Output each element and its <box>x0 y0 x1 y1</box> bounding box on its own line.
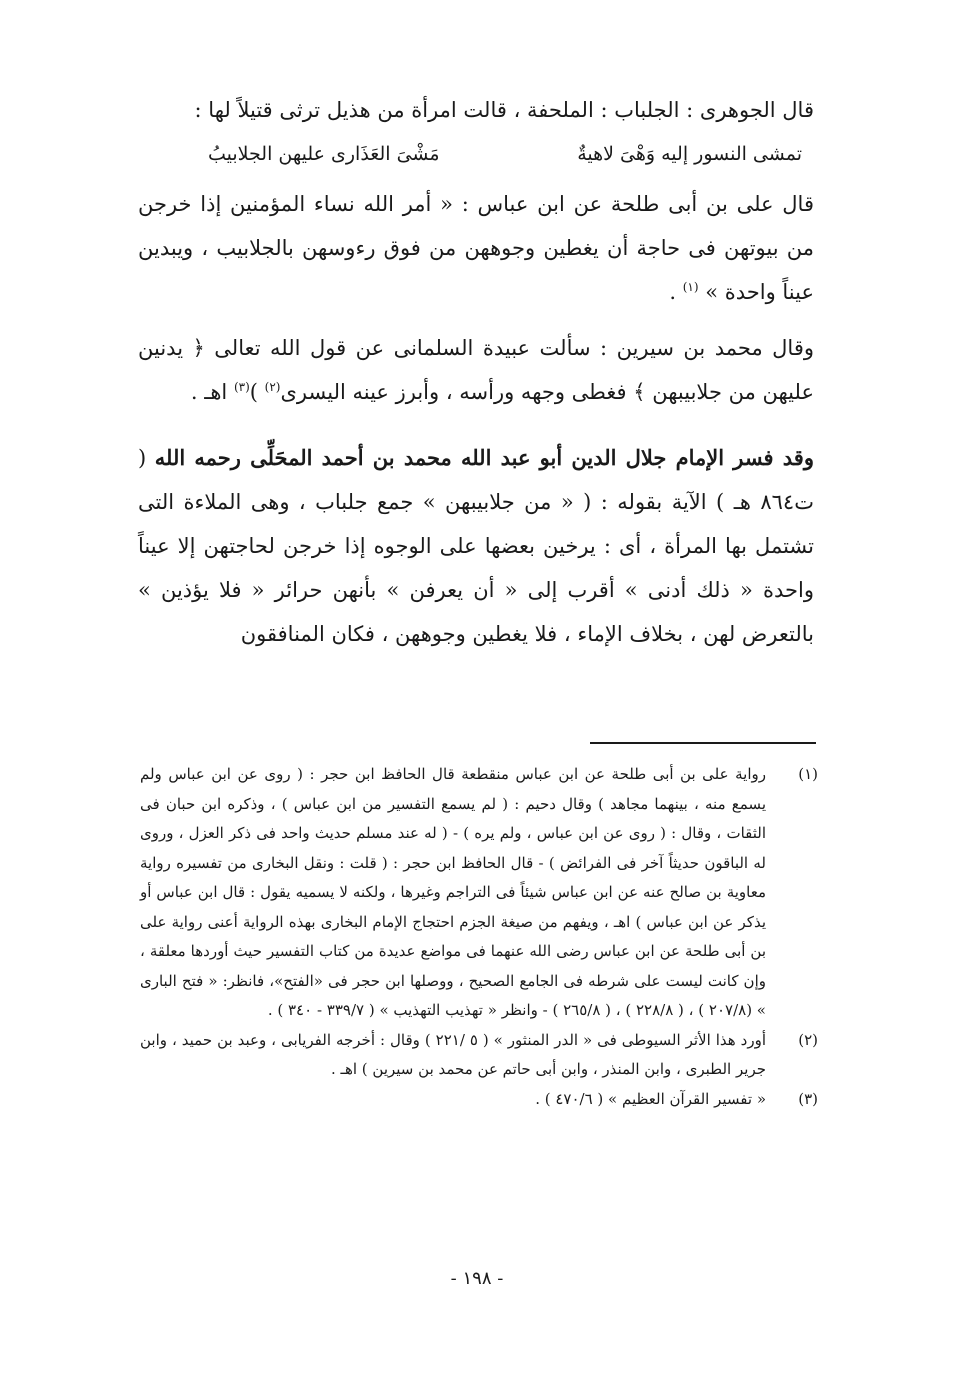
verse-hemistich-second: مَشْىَ العَذَارى عليهن الجلابيبُ <box>208 143 440 165</box>
verse-hemistich-first: تمشى النسور إليه وَهْىَ لاهيةٌ <box>577 143 802 165</box>
paragraph-ibn-abbas <box>138 182 814 314</box>
paragraph-ibn-abbas-text: قال على بن أبى طلحة عن ابن عباس : « أمر الله نساء المؤمنين إذا خرجن من بيوتهن فى حاجة أن يغطين وجوههن من فوق رءوسهن بالجلابيب ، ويبدين عيناً واحدة » <box>138 192 814 304</box>
paragraph-ibn-sirin-mid: ) <box>249 380 265 404</box>
main-text <box>138 88 814 656</box>
page-number: - ١٩٨ - <box>450 1268 504 1289</box>
footnote-text: رواية على بن أبى طلحة عن ابن عباس منقطعة قال الحافظ ابن حجر : ( روى عن ابن عباس ولم يسمع منه ، بينهما مجاهد ) وقال دحيم : ( لم يسمع التفسير من ابن عباس ) ، وذكره ابن حبان فى الثقات ، وقال : ( روى عن ابن عباس ، ولم يره ) - ( له عند مسلم حديث واحد فى ذكر العزل ، وروى له الباقون حديثاً آخر فى الفرائض ) - قال الحافظ ابن حجر : ( قلت : ونقل البخارى من تفسيره رواية معاوية بن صالح عنه عن ابن عباس شيئاً فى التراجم وغيرها ، ولكنه لا يسميه يقول : قال ابن عباس أو يذكر عن ابن عباس ) اهـ ، ويفهم من صيغة الجزم احتجاج الإمام البخارى بهذه الرواية أعنى رواية على بن أبى طلحة عن ابن عباس رضى الله عنهما فى مواضع عديدة من كتاب التفسير حيث أوردها معلقة ، وإن كانت ليست على شرطه فى الجامع الصحيح ، ووصلها ابن حجر فى «الفتح»، فانظر: « فتح البارى » (٢٠٧/٨ ) ، ( ٢٢٨/٨ ) ، ( ٢٦٥/٨ ) - وانظر « تهذيب التهذيب » ( ٣٣٩/٧ - ٣٤٠ ) . <box>140 765 766 1019</box>
footnote-ref-1[interactable]: (١) <box>682 280 699 294</box>
paragraph-mahalli <box>138 436 814 656</box>
paragraph-ibn-sirin <box>138 326 814 414</box>
footnote-ref-3[interactable]: (٣) <box>233 380 250 394</box>
paragraph-ibn-abbas-end: . <box>669 280 683 304</box>
poetry-verse <box>138 132 814 176</box>
footnote-text: أورد هذا الأثر السيوطى فى « الدر المنثور » ( ٥ /٢٢١ ) وقال : أخرجه الفريابى ، وعبد بن حميد ، وابن جرير الطبرى ، وابن المنذر ، وابن أبى حاتم عن محمد بن سيرين ) اهـ . <box>140 1030 766 1078</box>
footnote-item <box>140 1026 818 1085</box>
footnote-ref-2[interactable]: (٢) <box>264 380 281 394</box>
paragraph-jawhari: قال الجوهرى : الجلباب : الملحفة ، قالت امرأة من هذيل ترثى قتيلاً لها : <box>194 98 814 122</box>
footnote-divider <box>590 742 816 744</box>
paragraph-ibn-sirin-text: وقال محمد بن سيرين : سألت عبيدة السلمانى عن قول الله تعالى ﴿ يدنين عليهن من جلابيبهن ﴾ فغطى وجهه ورأسه ، وأبرز عينه اليسرى <box>138 336 814 404</box>
paragraph-ibn-sirin-end: اهـ . <box>190 380 234 404</box>
footnote-number: (١) <box>798 765 818 783</box>
footnote-item <box>140 760 818 1026</box>
footnote-number: (٣) <box>798 1089 818 1108</box>
footnote-item <box>140 1085 818 1115</box>
footnotes <box>140 760 818 1114</box>
footnote-number: (٢) <box>798 1030 818 1049</box>
footnote-text: « تفسير القرآن العظيم » ( ٤٧٠/٦ ) . <box>535 1089 766 1108</box>
paragraph-mahalli-text: ( ت٨٦٤ هـ ) الآية بقوله : ( « من جلابيبهن » جمع جلباب ، وهى الملاءة التى تشتمل بها المرأة ، أى : يرخين بعضها على الوجوه إذا خرجن لحاجتهن إلا عيناً واحدة « ذلك أدنى » أقرب إلى « أن يعرفن » بأنهن حرائر « فلا يؤذين » بالتعرض لهن ، بخلاف الإماء ، فلا يغطين وجوههن ، فكان المنافقون <box>138 446 814 646</box>
paragraph-mahalli-heading: وقد فسر الإمام جلال الدين أبو عبد الله محمد بن أحمد المحَلِّى رحمه الله <box>154 445 814 470</box>
